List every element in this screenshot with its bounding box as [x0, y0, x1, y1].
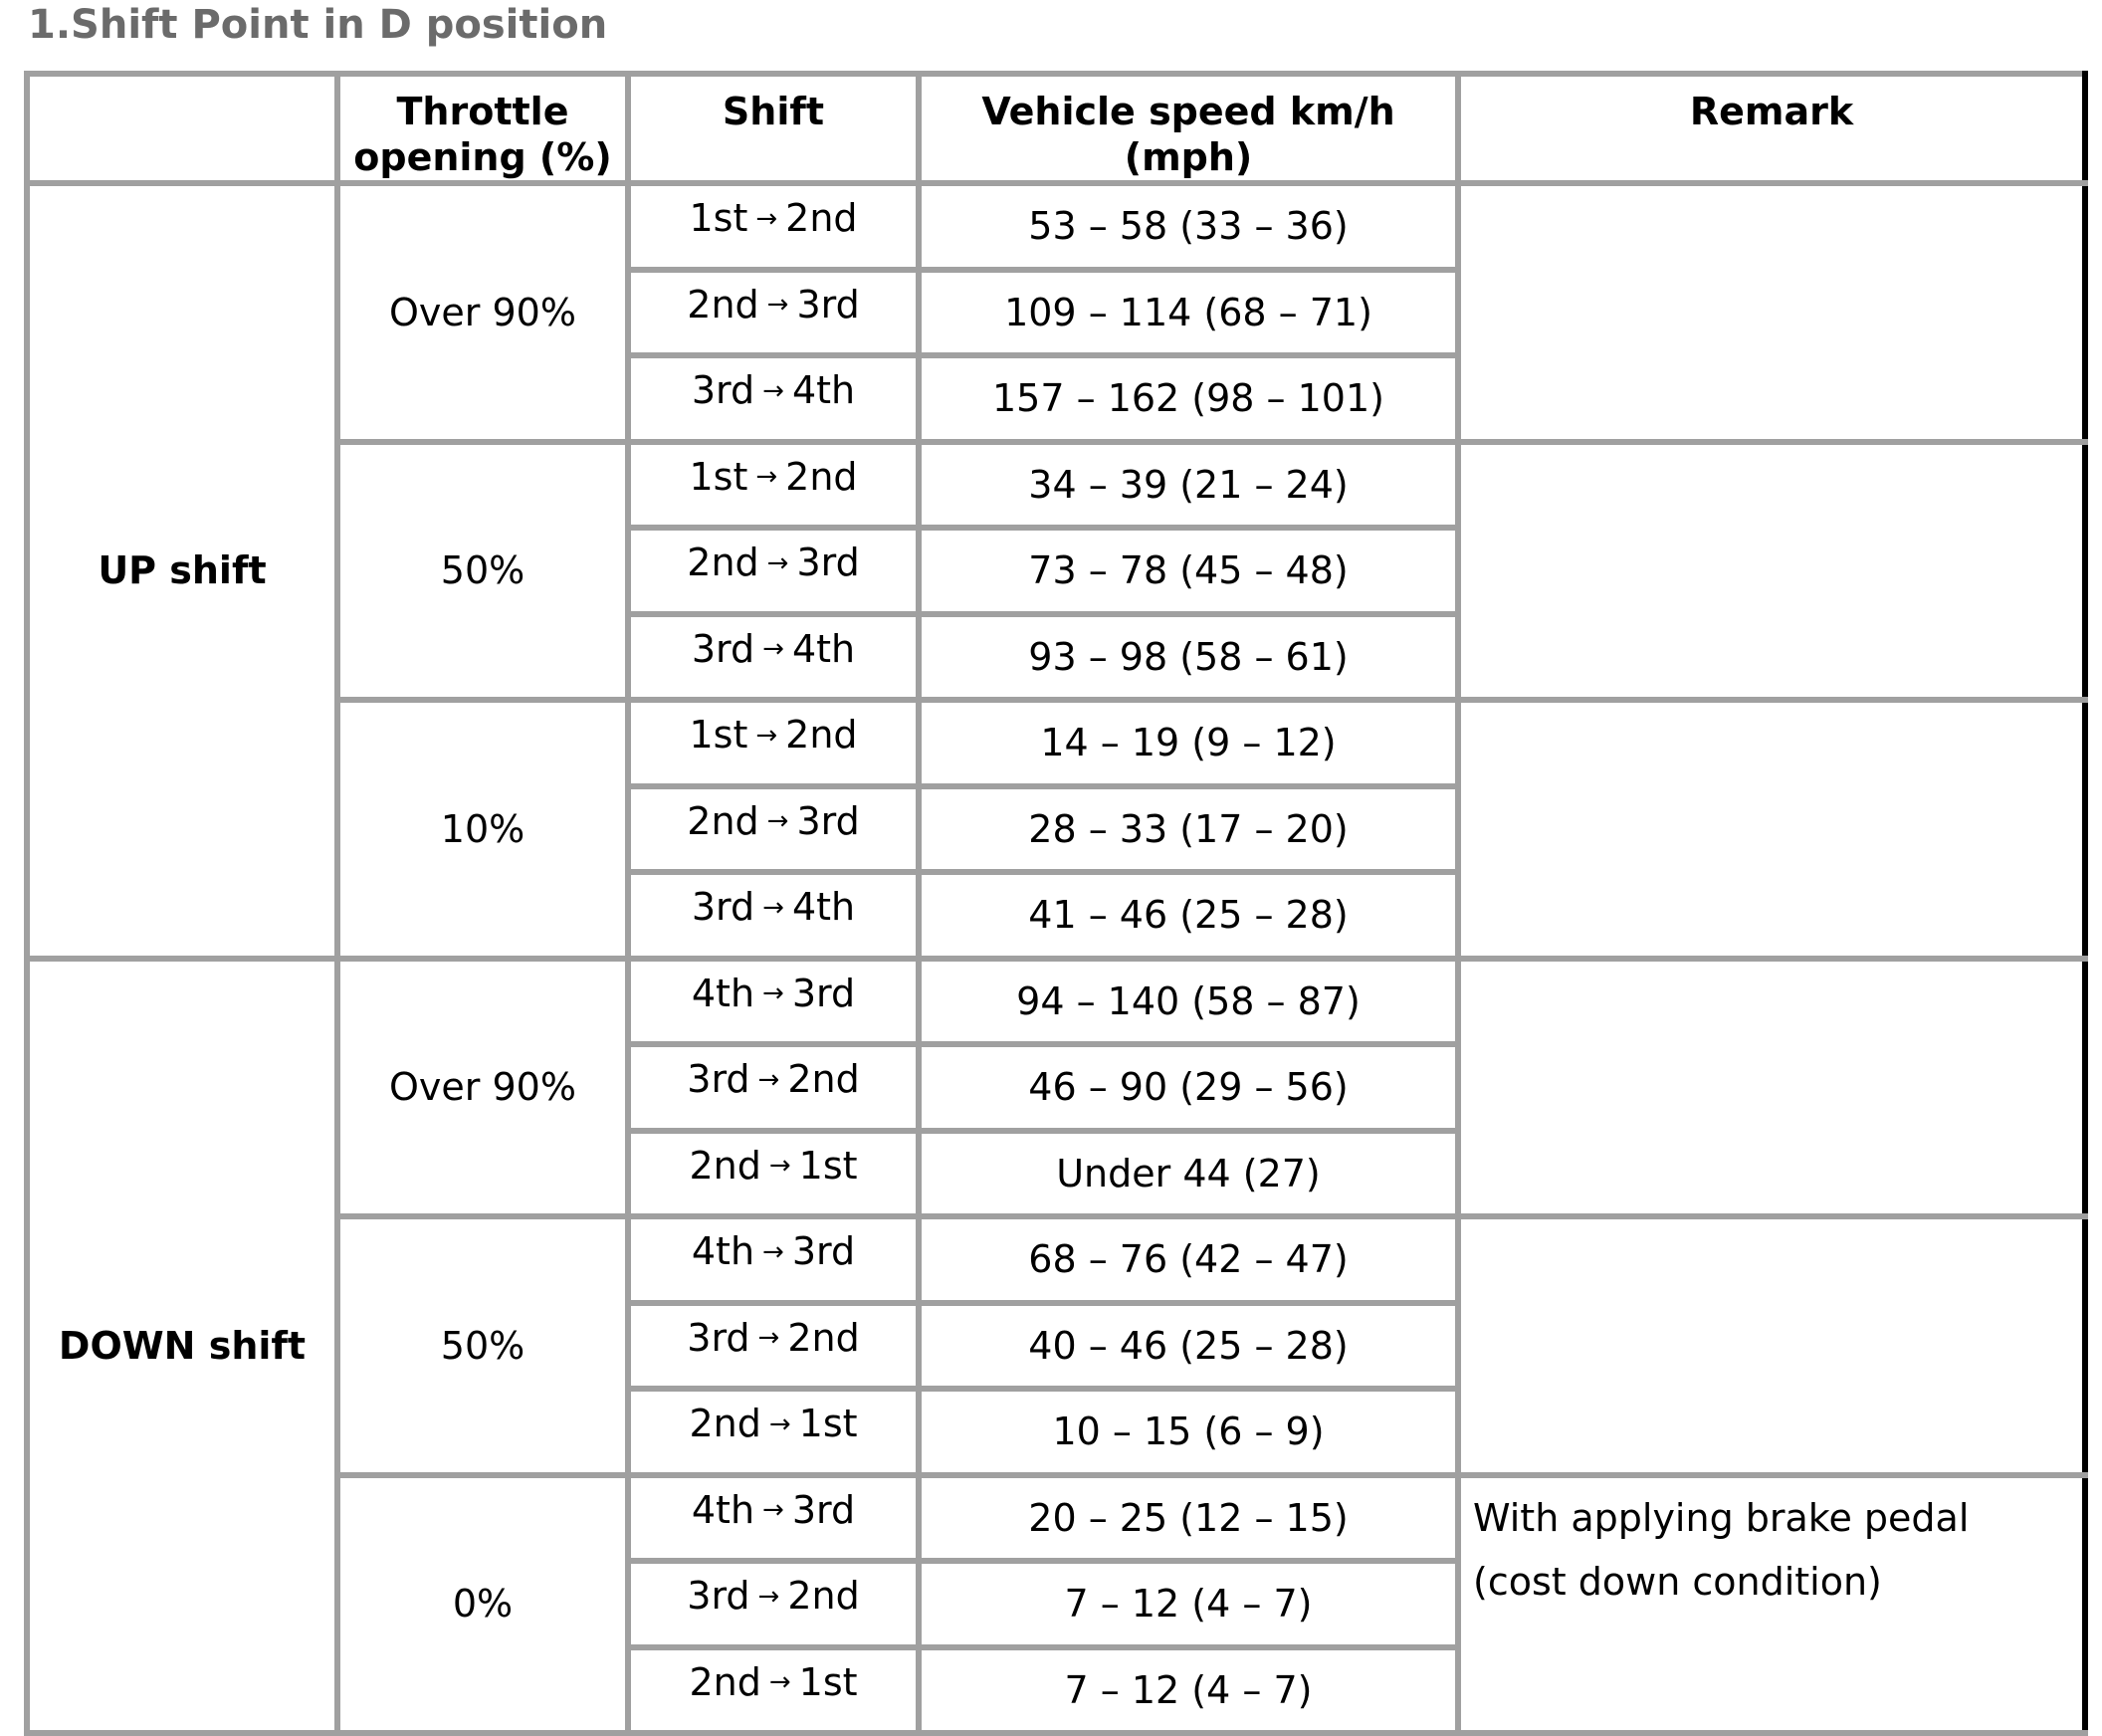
remark-cell	[1458, 183, 2085, 442]
shift-to: 3rd	[796, 282, 860, 326]
right-arrow-icon: →	[757, 1581, 780, 1612]
shift-to: 2nd	[787, 1574, 860, 1618]
shift-to: 4th	[791, 368, 856, 412]
shift-cell	[628, 1389, 919, 1475]
vehicle-speed: 20 – 25 (12 – 15)	[919, 1475, 1458, 1562]
shift-from: 1st	[689, 713, 748, 757]
right-arrow-icon: →	[766, 290, 789, 320]
shift-from: 3rd	[687, 1315, 750, 1360]
header-throttle-line-2: opening (%)	[353, 135, 612, 179]
right-arrow-icon: →	[755, 462, 778, 492]
right-arrow-icon: →	[755, 720, 778, 751]
shift-to: 3rd	[796, 798, 860, 843]
vehicle-speed: 68 – 76 (42 – 47)	[919, 1216, 1458, 1303]
remark-cell	[1458, 959, 2085, 1217]
remark-cell	[1458, 1216, 2085, 1475]
shift-to: 2nd	[785, 713, 858, 757]
shift-to: 3rd	[791, 1229, 856, 1273]
header-row	[27, 74, 2085, 183]
shift-cell	[628, 1647, 919, 1734]
shift-from: 3rd	[691, 368, 755, 412]
shift-from: 2nd	[687, 798, 759, 843]
shift-cell	[628, 1561, 919, 1647]
right-arrow-icon: →	[762, 634, 784, 664]
table-body	[27, 74, 2085, 1733]
shift-to: 4th	[791, 885, 856, 929]
shift-from: 4th	[691, 1229, 755, 1273]
shift-cell	[628, 700, 919, 786]
shift-from: 3rd	[687, 1574, 750, 1618]
shift-to: 2nd	[787, 1057, 860, 1101]
shift-from: 3rd	[687, 1057, 750, 1101]
right-arrow-icon: →	[757, 1323, 780, 1353]
header-throttle-line-1: Throttle	[396, 90, 569, 133]
shift-cell	[628, 872, 919, 959]
vehicle-speed: 109 – 114 (68 – 71)	[919, 270, 1458, 356]
right-arrow-icon: →	[762, 375, 784, 406]
shift-from: 2nd	[689, 1659, 761, 1704]
right-arrow-icon: →	[757, 1064, 780, 1095]
table-row	[27, 183, 2085, 270]
vehicle-speed: 40 – 46 (25 – 28)	[919, 1303, 1458, 1390]
shift-cell	[628, 442, 919, 529]
remark-cell	[1458, 442, 2085, 701]
shift-to: 3rd	[791, 971, 856, 1015]
shift-from: 2nd	[689, 1143, 761, 1188]
vehicle-speed: 34 – 39 (21 – 24)	[919, 442, 1458, 529]
throttle-opening: 10%	[337, 700, 628, 959]
group-label: UP shift	[27, 183, 337, 959]
vehicle-speed: 7 – 12 (4 – 7)	[919, 1647, 1458, 1734]
table-row	[27, 959, 2085, 1045]
shift-cell	[628, 355, 919, 442]
vehicle-speed: Under 44 (27)	[919, 1131, 1458, 1217]
throttle-opening: 50%	[337, 1216, 628, 1475]
shift-cell	[628, 270, 919, 356]
shift-cell	[628, 183, 919, 270]
shift-to: 1st	[798, 1659, 858, 1704]
group-label: DOWN shift	[27, 959, 337, 1734]
vehicle-speed: 28 – 33 (17 – 20)	[919, 786, 1458, 873]
shift-to: 2nd	[785, 196, 858, 240]
header-speed-line-2: (mph)	[1124, 135, 1253, 179]
shift-from: 4th	[691, 971, 755, 1015]
header-speed	[919, 74, 1458, 183]
throttle-opening: 0%	[337, 1475, 628, 1734]
vehicle-speed: 7 – 12 (4 – 7)	[919, 1561, 1458, 1647]
vehicle-speed: 46 – 90 (29 – 56)	[919, 1044, 1458, 1131]
shift-cell	[628, 959, 919, 1045]
shift-to: 3rd	[791, 1487, 856, 1532]
shift-point-table	[24, 71, 2088, 1736]
vehicle-speed: 73 – 78 (45 – 48)	[919, 528, 1458, 614]
shift-to: 1st	[798, 1143, 858, 1188]
right-arrow-icon: →	[762, 892, 784, 923]
throttle-opening: 50%	[337, 442, 628, 701]
header-speed-line-1: Vehicle speed km/h	[981, 90, 1395, 133]
vehicle-speed: 10 – 15 (6 – 9)	[919, 1389, 1458, 1475]
right-arrow-icon: →	[762, 1495, 784, 1525]
shift-to: 3rd	[796, 541, 860, 584]
shift-cell	[628, 1044, 919, 1131]
right-arrow-icon: →	[755, 203, 778, 234]
shift-from: 2nd	[687, 282, 759, 326]
right-arrow-icon: →	[768, 1409, 791, 1439]
header-corner-cell	[27, 74, 337, 183]
shift-to: 2nd	[785, 454, 858, 499]
throttle-opening: Over 90%	[337, 183, 628, 442]
shift-cell	[628, 528, 919, 614]
right-arrow-icon: →	[768, 1151, 791, 1181]
shift-to: 2nd	[787, 1315, 860, 1360]
vehicle-speed: 93 – 98 (58 – 61)	[919, 614, 1458, 701]
shift-from: 4th	[691, 1487, 755, 1532]
shift-to: 4th	[791, 626, 856, 671]
throttle-opening: Over 90%	[337, 959, 628, 1217]
vehicle-speed: 53 – 58 (33 – 36)	[919, 183, 1458, 270]
shift-cell	[628, 786, 919, 873]
shift-from: 1st	[689, 196, 748, 240]
remark-cell	[1458, 700, 2085, 959]
shift-to: 1st	[798, 1402, 858, 1445]
shift-from: 2nd	[687, 541, 759, 584]
shift-from: 3rd	[691, 885, 755, 929]
shift-cell	[628, 1131, 919, 1217]
right-arrow-icon: →	[766, 547, 789, 578]
right-arrow-icon: →	[766, 806, 789, 836]
right-arrow-icon: →	[762, 1236, 784, 1267]
shift-from: 1st	[689, 454, 748, 499]
right-arrow-icon: →	[768, 1667, 791, 1697]
shift-cell	[628, 1475, 919, 1562]
vehicle-speed: 157 – 162 (98 – 101)	[919, 355, 1458, 442]
shift-from: 3rd	[691, 626, 755, 671]
vehicle-speed: 14 – 19 (9 – 12)	[919, 700, 1458, 786]
shift-cell	[628, 1216, 919, 1303]
header-throttle	[337, 74, 628, 183]
right-arrow-icon: →	[762, 978, 784, 1008]
shift-cell	[628, 1303, 919, 1390]
page-title: 1.Shift Point in D position	[28, 2, 608, 48]
vehicle-speed: 41 – 46 (25 – 28)	[919, 872, 1458, 959]
vehicle-speed: 94 – 140 (58 – 87)	[919, 959, 1458, 1045]
shift-from: 2nd	[689, 1402, 761, 1445]
header-shift: Shift	[628, 74, 919, 183]
header-remark: Remark	[1458, 74, 2085, 183]
shift-cell	[628, 614, 919, 701]
remark-cell: With applying brake pedal (cost down condition)	[1458, 1475, 2085, 1734]
